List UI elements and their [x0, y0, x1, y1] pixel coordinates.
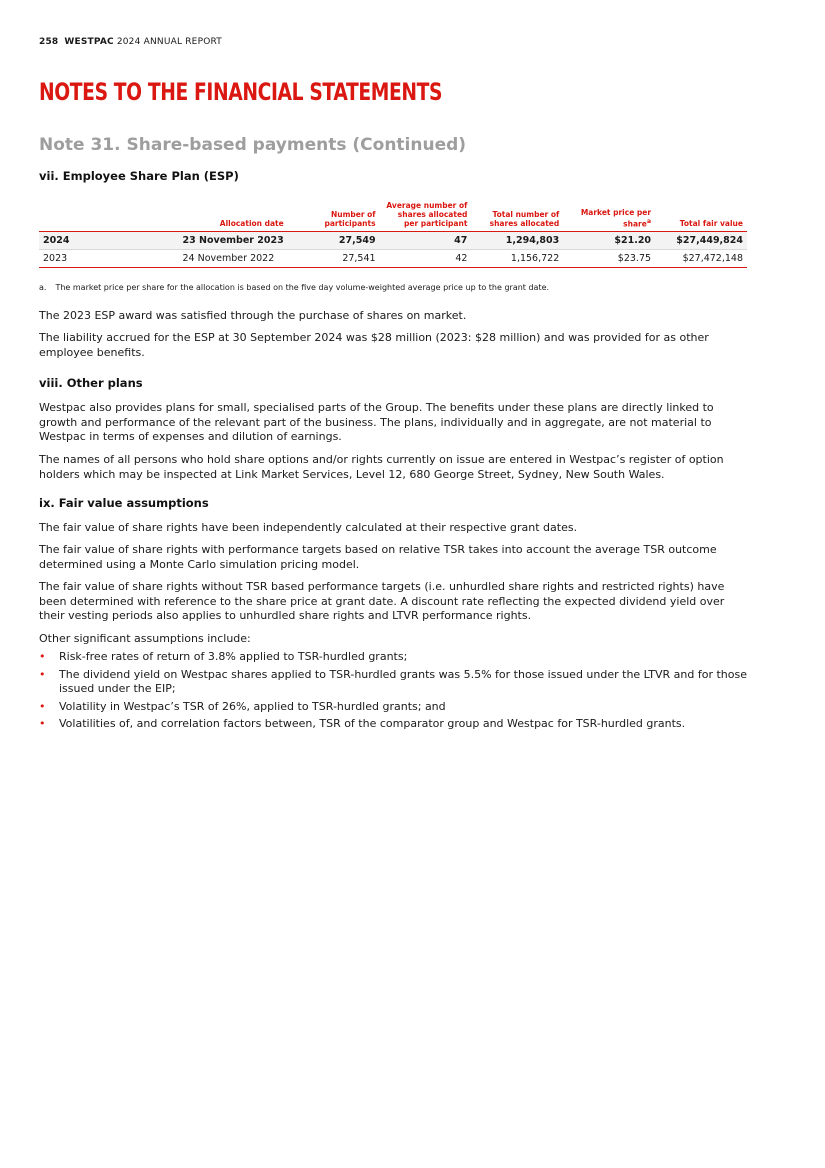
cell-fair-value: $27,472,148 — [655, 250, 747, 268]
list-item-text: Volatility in Westpac’s TSR of 26%, applied to TSR-hurdled grants; and — [59, 699, 446, 713]
cell-allocation-date: 23 November 2023 — [179, 232, 288, 250]
table-footnote — [39, 283, 549, 292]
cell-year: 2023 — [39, 250, 179, 268]
note-title: Note 31. Share-based payments (Continued) — [39, 135, 467, 155]
col-header-allocation-date: Allocation date — [179, 201, 288, 232]
esp-heading: vii. Employee Share Plan (ESP) — [39, 169, 239, 183]
cell-fair-value: $27,449,824 — [655, 232, 747, 250]
cell-total-shares: 1,156,722 — [471, 250, 563, 268]
col-header-market-price-label: Market price per share — [580, 207, 652, 228]
other-plans-paragraph: The names of all persons who hold share options and/or rights currently on issue are entered in Westpac’s register of option holders which may be inspected at Link Market Services, Level 12, 680 George Street, Sydney, New South Wales. — [39, 453, 724, 481]
other-plans-paragraph: Westpac also provides plans for small, specialised parts of the Group. The benefits under these plans are directly linked to growth and performance of the relevant part of the business. The plans, individually and in aggregate, are not material to Westpac in terms of expenses and dilution of earnings. — [39, 401, 714, 443]
list-item — [39, 650, 747, 665]
cell-market-price: $23.75 — [563, 250, 655, 268]
table-header-row — [39, 201, 747, 232]
cell-participants: 27,541 — [288, 250, 380, 268]
footnote-label: a. — [39, 283, 47, 292]
esp-paragraph: The liability accrued for the ESP at 30 September 2024 was $28 million (2023: $28 million) and was provided for as other employee benefits. — [39, 331, 709, 359]
assumptions-list — [39, 650, 747, 735]
esp-table — [39, 201, 747, 268]
footnote-marker: a — [646, 217, 652, 225]
fair-value-paragraph: The fair value of share rights without TSR based performance targets (i.e. unhurdled share rights and restricted rights) have been determined with reference to the share price at grant date. A discount rate reflecting the expected dividend yield over their vesting periods also applies to unhurdled share rights and LTVR performance rights. — [39, 580, 725, 622]
list-item — [39, 668, 747, 697]
brand-name: WESTPAC — [64, 37, 114, 47]
list-item-text: The dividend yield on Westpac shares applied to TSR-hurdled grants was 5.5% for those issued under the LTVR and for those issued under the EIP; — [59, 667, 748, 695]
cell-avg-shares: 47 — [380, 232, 472, 250]
list-item — [39, 717, 747, 732]
col-header-fair-value: Total fair value — [655, 201, 747, 232]
section-title: NOTES TO THE FINANCIAL STATEMENTS — [39, 78, 443, 106]
page-number: 258 — [39, 37, 59, 47]
cell-total-shares: 1,294,803 — [471, 232, 563, 250]
footnote-text: The market price per share for the allocation is based on the five day volume-weighted average price up to the grant date. — [55, 283, 550, 292]
list-item-text: Volatilities of, and correlation factors between, TSR of the comparator group and Westpac for TSR-hurdled grants. — [59, 717, 686, 730]
col-header-participants: Number of participants — [288, 201, 380, 232]
esp-paragraph: The 2023 ESP award was satisfied through the purchase of shares on market. — [39, 309, 467, 322]
fair-value-paragraph: Other significant assumptions include: — [39, 632, 251, 645]
running-header — [39, 37, 222, 47]
col-header-market-price — [563, 201, 655, 232]
other-plans-heading: viii. Other plans — [39, 376, 143, 390]
table-row — [39, 250, 747, 268]
cell-avg-shares: 42 — [380, 250, 472, 268]
col-header-avg-shares: Average number of shares allocated per participant — [380, 201, 472, 232]
cell-allocation-date: 24 November 2022 — [179, 250, 288, 268]
fair-value-paragraph: The fair value of share rights have been independently calculated at their respective grant dates. — [39, 521, 578, 534]
table-row — [39, 232, 747, 250]
list-item-text: Risk-free rates of return of 3.8% applied to TSR-hurdled grants; — [59, 650, 408, 663]
cell-year: 2024 — [39, 232, 179, 250]
cell-participants: 27,549 — [288, 232, 380, 250]
fair-value-heading: ix. Fair value assumptions — [39, 496, 209, 510]
col-header-year — [39, 201, 179, 232]
col-header-total-shares: Total number of shares allocated — [471, 201, 563, 232]
report-title: 2024 ANNUAL REPORT — [116, 37, 222, 47]
bullet-icon: • — [39, 650, 46, 663]
bullet-icon: • — [39, 667, 46, 681]
fair-value-paragraph: The fair value of share rights with performance targets based on relative TSR takes into account the average TSR outcome determined using a Monte Carlo simulation pricing model. — [39, 543, 717, 571]
list-item — [39, 700, 747, 715]
cell-market-price: $21.20 — [563, 232, 655, 250]
bullet-icon: • — [39, 717, 46, 730]
bullet-icon: • — [39, 699, 46, 713]
